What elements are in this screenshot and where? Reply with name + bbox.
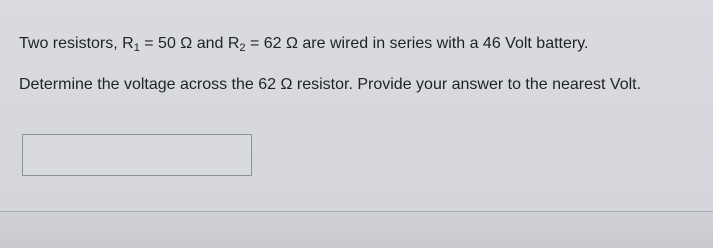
answer-input[interactable]: [22, 134, 252, 176]
r2-subscript: 2: [239, 42, 246, 54]
question-text: [19, 34, 699, 95]
question-prompt: Determine the voltage across the 62 Ω resistor. Provide your answer to the nearest Volt.: [19, 76, 642, 93]
r2-value-text: = 62 Ω are wired in series with a 46 Volt battery.: [245, 35, 589, 52]
r1-label-prefix: Two resistors, R: [19, 35, 134, 52]
problem-statement: [19, 34, 699, 58]
bottom-area: [0, 212, 713, 248]
r1-subscript: 1: [133, 42, 140, 54]
r1-value-text: = 50 Ω and R: [139, 35, 240, 52]
